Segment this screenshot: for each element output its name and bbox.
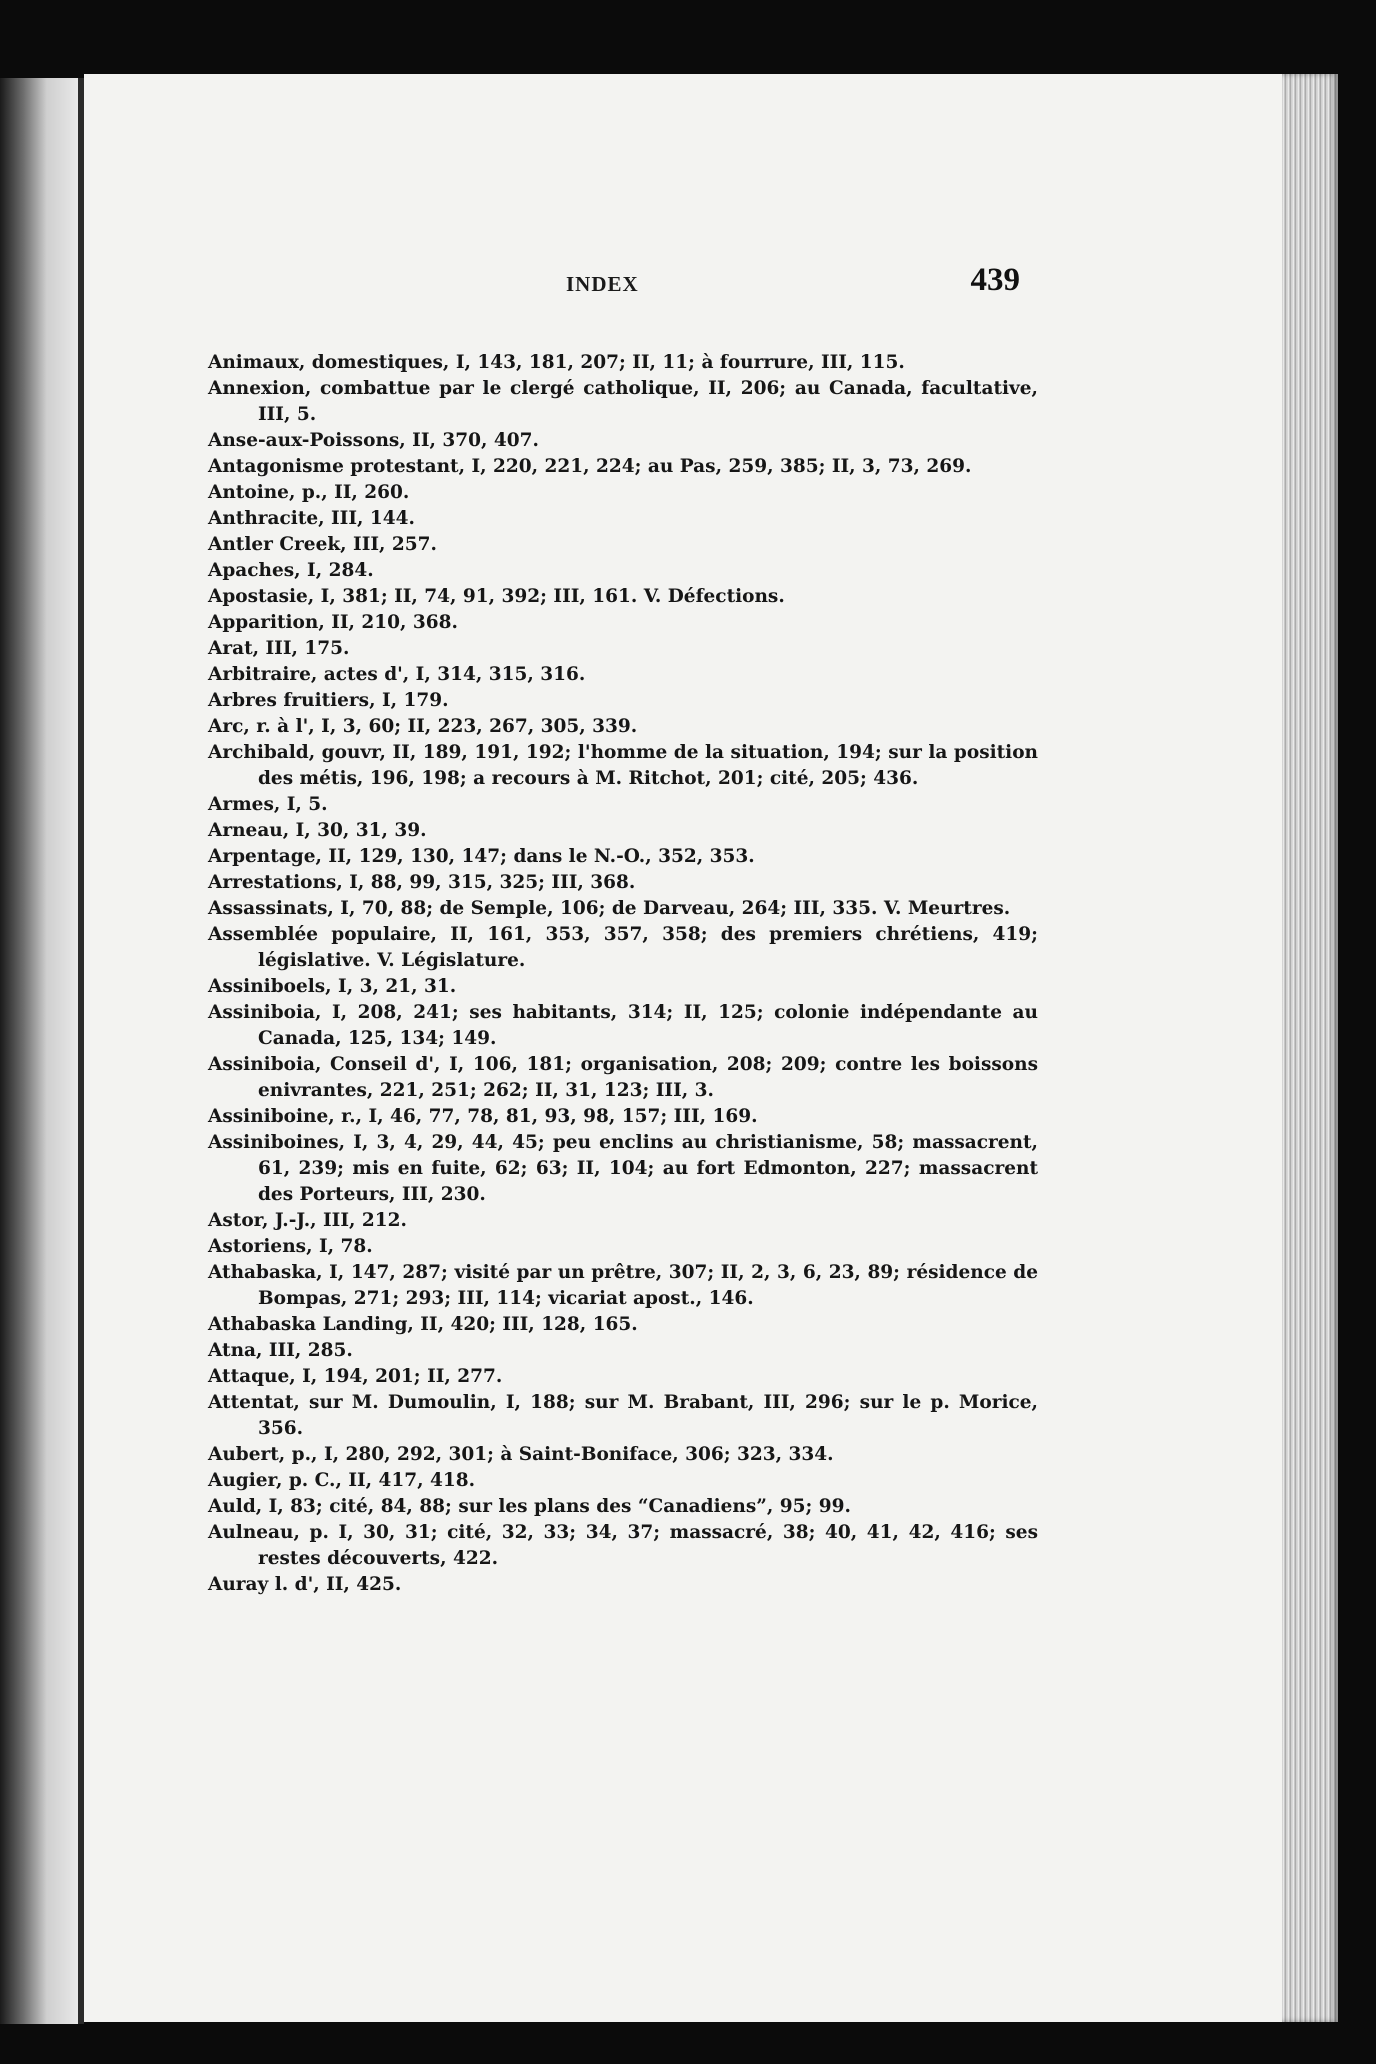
index-entry: Armes, I, 5. bbox=[208, 794, 328, 815]
index-entry: Arat, III, 175. bbox=[208, 638, 350, 659]
index-entry: Attaque, I, 194, 201; II, 277. bbox=[208, 1366, 503, 1387]
index-entry: Arpentage, II, 129, 130, 147; dans le N.-O., 352, 353. bbox=[208, 846, 755, 867]
index-entry: Assiniboels, I, 3, 21, 31. bbox=[208, 976, 457, 997]
index-entry: Arbres fruitiers, I, 179. bbox=[208, 690, 449, 711]
index-entry: Athabaska Landing, II, 420; III, 128, 165. bbox=[208, 1314, 638, 1335]
index-entry: Assiniboine, r., I, 46, 77, 78, 81, 93, 98, 157; III, 169. bbox=[208, 1106, 758, 1127]
index-entry: Animaux, domestiques, I, 143, 181, 207; II, 11; à fourrure, III, 115. bbox=[208, 352, 905, 373]
index-entry: Aulneau, p. I, 30, 31; cité, 32, 33; 34, 37; massacré, 38; 40, 41, 42, 416; ses restes découverts, 422. bbox=[208, 1522, 1038, 1569]
index-entry: Arc, r. à l', I, 3, 60; II, 223, 267, 305, 339. bbox=[208, 716, 638, 737]
index-entry: Apostasie, I, 381; II, 74, 91, 392; III, 161. V. Défections. bbox=[208, 586, 785, 607]
index-entry: Arneau, I, 30, 31, 39. bbox=[208, 820, 427, 841]
index-entry: Anthracite, III, 144. bbox=[208, 508, 415, 529]
left-page-edge bbox=[0, 78, 78, 2024]
index-entry: Antagonisme protestant, I, 220, 221, 224; au Pas, 259, 385; II, 3, 73, 269. bbox=[208, 456, 972, 477]
index-entry: Archibald, gouvr, II, 189, 191, 192; l'homme de la situation, 194; sur la position des métis, 196, 198; a recours à M. Ritchot, 201; cité, 205; 436. bbox=[208, 742, 1038, 789]
index-entry: Aubert, p., I, 280, 292, 301; à Saint-Boniface, 306; 323, 334. bbox=[208, 1444, 834, 1465]
index-entry: Assiniboines, I, 3, 4, 29, 44, 45; peu enclins au christianisme, 58; massacrent, 61, 239; mis en fuite, 62; 63; II, 104; au fort Edmonton, 227; massacrent des Porteurs, III, 230. bbox=[208, 1132, 1038, 1205]
index-entries bbox=[208, 350, 1038, 1598]
index-entry: Antler Creek, III, 257. bbox=[208, 534, 437, 555]
index-entry: Apaches, I, 284. bbox=[208, 560, 374, 581]
index-entry: Assiniboia, Conseil d', I, 106, 181; organisation, 208; 209; contre les boissons enivrantes, 221, 251; 262; II, 31, 123; III, 3. bbox=[208, 1054, 1038, 1101]
index-entry: Attentat, sur M. Dumoulin, I, 188; sur M. Brabant, III, 296; sur le p. Morice, 356. bbox=[208, 1392, 1038, 1439]
index-entry: Anse-aux-Poissons, II, 370, 407. bbox=[208, 430, 539, 451]
index-entry: Apparition, II, 210, 368. bbox=[208, 612, 458, 633]
index-entry: Auld, I, 83; cité, 84, 88; sur les plans des “Canadiens”, 95; 99. bbox=[208, 1496, 851, 1517]
index-entry: Arbitraire, actes d', I, 314, 315, 316. bbox=[208, 664, 586, 685]
index-entry: Auray l. d', II, 425. bbox=[208, 1574, 402, 1595]
running-head: INDEX bbox=[566, 272, 639, 296]
index-entry: Assemblée populaire, II, 161, 353, 357, 358; des premiers chrétiens, 419; législative. V. Législature. bbox=[208, 924, 1038, 971]
index-entry: Arrestations, I, 88, 99, 315, 325; III, 368. bbox=[208, 872, 636, 893]
index-entry: Antoine, p., II, 260. bbox=[208, 482, 410, 503]
index-entry: Assiniboia, I, 208, 241; ses habitants, 314; II, 125; colonie indépendante au Canada, 125, 134; 149. bbox=[208, 1002, 1038, 1049]
page-header bbox=[566, 262, 1020, 302]
index-entry: Astoriens, I, 78. bbox=[208, 1236, 373, 1257]
page-number: 439 bbox=[970, 262, 1020, 298]
index-entry: Assassinats, I, 70, 88; de Semple, 106; de Darveau, 264; III, 335. V. Meurtres. bbox=[208, 898, 1011, 919]
index-entry: Athabaska, I, 147, 287; visité par un prêtre, 307; II, 2, 3, 6, 23, 89; résidence de Bompas, 271; 293; III, 114; vicariat apost., 146. bbox=[208, 1262, 1038, 1309]
index-entry: Atna, III, 285. bbox=[208, 1340, 353, 1361]
index-entry: Annexion, combattue par le clergé catholique, II, 206; au Canada, facultative, III, 5. bbox=[208, 378, 1038, 425]
index-entry: Augier, p. C., II, 417, 418. bbox=[208, 1470, 476, 1491]
page-fore-edge bbox=[1282, 74, 1338, 2022]
index-entry: Astor, J.-J., III, 212. bbox=[208, 1210, 407, 1231]
